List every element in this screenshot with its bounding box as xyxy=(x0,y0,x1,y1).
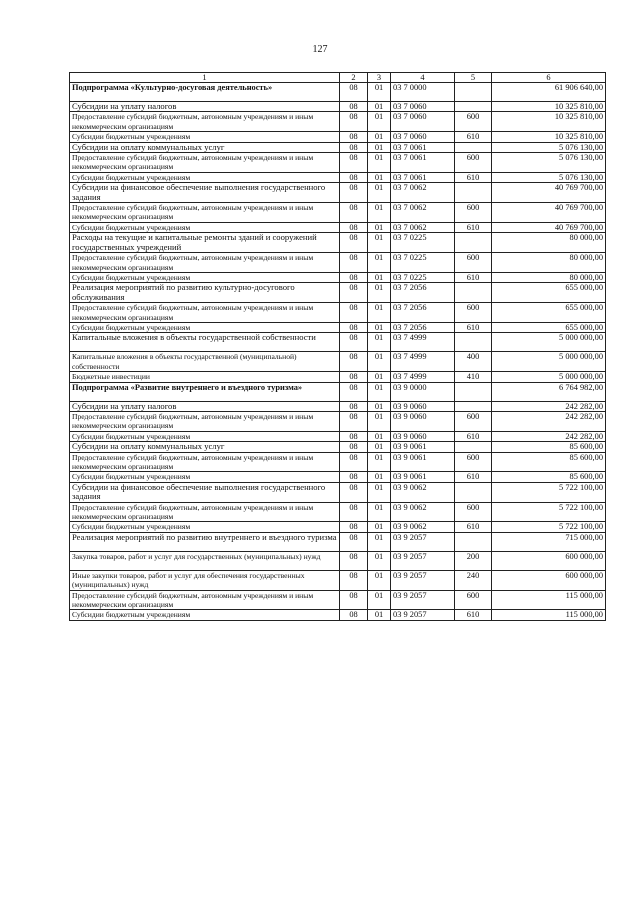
row-amount-cell: 85 600,00 xyxy=(492,442,606,452)
row-name-cell: Реализация мероприятий по развитию внутреннего и въездного туризма xyxy=(70,532,340,551)
row-subsection-cell: 01 xyxy=(368,532,391,551)
row-amount-cell: 242 282,00 xyxy=(492,401,606,411)
row-target-code-cell: 03 7 4999 xyxy=(391,352,455,372)
row-target-code-cell: 03 9 0062 xyxy=(391,522,455,532)
header-col-3: 3 xyxy=(368,73,391,83)
row-name-cell: Капитальные вложения в объекты государственной (муниципальной) собственности xyxy=(70,352,340,372)
row-target-code-cell: 03 7 0060 xyxy=(391,102,455,112)
row-amount-cell: 5 000 000,00 xyxy=(492,333,606,352)
row-section-cell: 08 xyxy=(340,411,368,431)
row-expense-type-cell: 600 xyxy=(455,153,492,173)
row-target-code-cell: 03 7 0061 xyxy=(391,153,455,173)
row-section-cell: 08 xyxy=(340,570,368,590)
row-expense-type-cell xyxy=(455,382,492,401)
table-row xyxy=(70,590,606,610)
row-amount-cell: 115 000,00 xyxy=(492,590,606,610)
row-name-cell: Предоставление субсидий бюджетным, автономным учреждениям и иным некоммерческим организациям xyxy=(70,502,340,522)
row-name-cell: Субсидии на оплату коммунальных услуг xyxy=(70,442,340,452)
row-name-cell: Предоставление субсидий бюджетным, автономным учреждениям и иным некоммерческим организациям xyxy=(70,590,340,610)
row-expense-type-cell xyxy=(455,482,492,502)
row-name-cell: Субсидии бюджетным учреждениям xyxy=(70,610,340,620)
row-target-code-cell: 03 7 2056 xyxy=(391,322,455,332)
row-expense-type-cell: 600 xyxy=(455,112,492,132)
row-section-cell: 08 xyxy=(340,532,368,551)
row-target-code-cell: 03 9 2057 xyxy=(391,590,455,610)
row-section-cell: 08 xyxy=(340,431,368,441)
row-subsection-cell: 01 xyxy=(368,452,391,472)
row-section-cell: 08 xyxy=(340,333,368,352)
row-subsection-cell: 01 xyxy=(368,183,391,203)
row-expense-type-cell xyxy=(455,183,492,203)
row-section-cell: 08 xyxy=(340,132,368,142)
row-amount-cell: 10 325 810,00 xyxy=(492,102,606,112)
table-row xyxy=(70,482,606,502)
row-amount-cell: 655 000,00 xyxy=(492,322,606,332)
row-section-cell: 08 xyxy=(340,172,368,182)
row-section-cell: 08 xyxy=(340,522,368,532)
row-target-code-cell: 03 7 0225 xyxy=(391,233,455,253)
row-subsection-cell: 01 xyxy=(368,551,391,570)
row-name-cell: Подпрограмма «Развитие внутреннего и въездного туризма» xyxy=(70,382,340,401)
table-row xyxy=(70,472,606,482)
row-subsection-cell: 01 xyxy=(368,372,391,382)
row-target-code-cell: 03 9 0060 xyxy=(391,431,455,441)
row-expense-type-cell: 610 xyxy=(455,132,492,142)
row-expense-type-cell xyxy=(455,401,492,411)
row-expense-type-cell xyxy=(455,442,492,452)
row-subsection-cell: 01 xyxy=(368,522,391,532)
row-name-cell: Субсидии бюджетным учреждениям xyxy=(70,272,340,282)
row-expense-type-cell xyxy=(455,142,492,152)
budget-table xyxy=(69,72,606,621)
row-amount-cell: 5 722 100,00 xyxy=(492,482,606,502)
row-expense-type-cell: 400 xyxy=(455,352,492,372)
row-subsection-cell: 01 xyxy=(368,172,391,182)
table-row xyxy=(70,203,606,223)
row-subsection-cell: 01 xyxy=(368,610,391,620)
row-expense-type-cell: 610 xyxy=(455,172,492,182)
table-row xyxy=(70,382,606,401)
row-name-cell: Предоставление субсидий бюджетным, автономным учреждениям и иным некоммерческим организациям xyxy=(70,112,340,132)
row-subsection-cell: 01 xyxy=(368,442,391,452)
row-section-cell: 08 xyxy=(340,442,368,452)
row-name-cell: Подпрограмма «Культурно-досуговая деятельность» xyxy=(70,83,340,102)
table-row xyxy=(70,352,606,372)
row-subsection-cell: 01 xyxy=(368,322,391,332)
table-row xyxy=(70,411,606,431)
row-section-cell: 08 xyxy=(340,472,368,482)
row-name-cell: Предоставление субсидий бюджетным, автономным учреждениям и иным некоммерческим организациям xyxy=(70,203,340,223)
row-subsection-cell: 01 xyxy=(368,352,391,372)
row-name-cell: Субсидии бюджетным учреждениям xyxy=(70,322,340,332)
row-name-cell: Расходы на текущие и капитальные ремонты зданий и сооружений государственных учреждений xyxy=(70,233,340,253)
row-section-cell: 08 xyxy=(340,253,368,273)
table-row xyxy=(70,153,606,173)
row-expense-type-cell xyxy=(455,283,492,303)
row-section-cell: 08 xyxy=(340,502,368,522)
row-target-code-cell: 03 7 0225 xyxy=(391,253,455,273)
row-section-cell: 08 xyxy=(340,372,368,382)
row-amount-cell: 5 722 100,00 xyxy=(492,502,606,522)
row-name-cell: Субсидии бюджетным учреждениям xyxy=(70,222,340,232)
row-target-code-cell: 03 9 2057 xyxy=(391,532,455,551)
row-name-cell: Субсидии бюджетным учреждениям xyxy=(70,132,340,142)
row-expense-type-cell: 240 xyxy=(455,570,492,590)
table-row xyxy=(70,551,606,570)
row-section-cell: 08 xyxy=(340,272,368,282)
row-amount-cell: 5 076 130,00 xyxy=(492,153,606,173)
row-amount-cell: 10 325 810,00 xyxy=(492,112,606,132)
row-subsection-cell: 01 xyxy=(368,333,391,352)
row-expense-type-cell xyxy=(455,532,492,551)
row-name-cell: Субсидии бюджетным учреждениям xyxy=(70,431,340,441)
row-subsection-cell: 01 xyxy=(368,570,391,590)
row-section-cell: 08 xyxy=(340,233,368,253)
row-name-cell: Субсидии на финансовое обеспечение выполнения государственного задания xyxy=(70,482,340,502)
header-col-6: 6 xyxy=(492,73,606,83)
row-name-cell: Субсидии бюджетным учреждениям xyxy=(70,522,340,532)
row-amount-cell: 115 000,00 xyxy=(492,610,606,620)
table-row xyxy=(70,253,606,273)
row-expense-type-cell: 600 xyxy=(455,303,492,323)
table-row xyxy=(70,333,606,352)
row-name-cell: Предоставление субсидий бюджетным, автономным учреждениям и иным некоммерческим организациям xyxy=(70,452,340,472)
row-amount-cell: 61 906 640,00 xyxy=(492,83,606,102)
row-expense-type-cell xyxy=(455,233,492,253)
row-section-cell: 08 xyxy=(340,590,368,610)
row-target-code-cell: 03 7 0061 xyxy=(391,172,455,182)
row-section-cell: 08 xyxy=(340,551,368,570)
row-target-code-cell: 03 9 2057 xyxy=(391,570,455,590)
header-col-4: 4 xyxy=(391,73,455,83)
row-amount-cell: 40 769 700,00 xyxy=(492,222,606,232)
row-amount-cell: 715 000,00 xyxy=(492,532,606,551)
row-target-code-cell: 03 7 0061 xyxy=(391,142,455,152)
table-row xyxy=(70,283,606,303)
row-expense-type-cell: 600 xyxy=(455,502,492,522)
table-row xyxy=(70,183,606,203)
table-row xyxy=(70,522,606,532)
table-row xyxy=(70,142,606,152)
row-name-cell: Предоставление субсидий бюджетным, автономным учреждениям и иным некоммерческим организациям xyxy=(70,411,340,431)
row-target-code-cell: 03 7 4999 xyxy=(391,372,455,382)
row-target-code-cell: 03 9 0062 xyxy=(391,502,455,522)
table-row xyxy=(70,502,606,522)
row-amount-cell: 10 325 810,00 xyxy=(492,132,606,142)
row-section-cell: 08 xyxy=(340,610,368,620)
row-section-cell: 08 xyxy=(340,382,368,401)
row-expense-type-cell: 600 xyxy=(455,411,492,431)
row-subsection-cell: 01 xyxy=(368,102,391,112)
row-target-code-cell: 03 9 0060 xyxy=(391,411,455,431)
row-section-cell: 08 xyxy=(340,303,368,323)
table-row xyxy=(70,570,606,590)
row-target-code-cell: 03 7 2056 xyxy=(391,303,455,323)
row-expense-type-cell: 610 xyxy=(455,610,492,620)
row-amount-cell: 85 600,00 xyxy=(492,452,606,472)
row-subsection-cell: 01 xyxy=(368,303,391,323)
row-section-cell: 08 xyxy=(340,482,368,502)
row-name-cell: Субсидии бюджетным учреждениям xyxy=(70,472,340,482)
row-amount-cell: 5 722 100,00 xyxy=(492,522,606,532)
row-expense-type-cell: 610 xyxy=(455,431,492,441)
row-subsection-cell: 01 xyxy=(368,382,391,401)
table-row xyxy=(70,401,606,411)
row-amount-cell: 242 282,00 xyxy=(492,431,606,441)
header-col-5: 5 xyxy=(455,73,492,83)
row-section-cell: 08 xyxy=(340,112,368,132)
row-subsection-cell: 01 xyxy=(368,153,391,173)
table-row xyxy=(70,132,606,142)
row-amount-cell: 5 076 130,00 xyxy=(492,172,606,182)
row-expense-type-cell: 410 xyxy=(455,372,492,382)
row-amount-cell: 655 000,00 xyxy=(492,303,606,323)
row-name-cell: Субсидии на уплату налогов xyxy=(70,102,340,112)
table-row xyxy=(70,532,606,551)
row-subsection-cell: 01 xyxy=(368,272,391,282)
row-section-cell: 08 xyxy=(340,401,368,411)
row-name-cell: Субсидии на оплату коммунальных услуг xyxy=(70,142,340,152)
row-target-code-cell: 03 9 0061 xyxy=(391,442,455,452)
table-body xyxy=(70,83,606,621)
row-expense-type-cell: 610 xyxy=(455,222,492,232)
row-amount-cell: 600 000,00 xyxy=(492,570,606,590)
row-section-cell: 08 xyxy=(340,203,368,223)
row-expense-type-cell: 200 xyxy=(455,551,492,570)
row-target-code-cell: 03 7 0060 xyxy=(391,112,455,132)
row-subsection-cell: 01 xyxy=(368,142,391,152)
row-amount-cell: 5 000 000,00 xyxy=(492,352,606,372)
row-expense-type-cell: 600 xyxy=(455,253,492,273)
row-amount-cell: 5 000 000,00 xyxy=(492,372,606,382)
table-row xyxy=(70,272,606,282)
row-subsection-cell: 01 xyxy=(368,253,391,273)
row-expense-type-cell: 610 xyxy=(455,522,492,532)
row-target-code-cell: 03 9 0061 xyxy=(391,472,455,482)
row-amount-cell: 85 600,00 xyxy=(492,472,606,482)
table-row xyxy=(70,102,606,112)
row-name-cell: Капитальные вложения в объекты государственной собственности xyxy=(70,333,340,352)
table-header xyxy=(70,73,606,83)
row-subsection-cell: 01 xyxy=(368,203,391,223)
row-section-cell: 08 xyxy=(340,153,368,173)
table-row xyxy=(70,303,606,323)
table-row xyxy=(70,452,606,472)
row-target-code-cell: 03 7 0225 xyxy=(391,272,455,282)
row-name-cell: Субсидии на финансовое обеспечение выполнения государственного задания xyxy=(70,183,340,203)
row-subsection-cell: 01 xyxy=(368,401,391,411)
row-name-cell: Иные закупки товаров, работ и услуг для обеспечения государственных (муниципальных) нужд xyxy=(70,570,340,590)
row-name-cell: Предоставление субсидий бюджетным, автономным учреждениям и иным некоммерческим организациям xyxy=(70,253,340,273)
row-expense-type-cell: 600 xyxy=(455,452,492,472)
row-section-cell: 08 xyxy=(340,322,368,332)
row-expense-type-cell: 600 xyxy=(455,590,492,610)
row-subsection-cell: 01 xyxy=(368,502,391,522)
row-subsection-cell: 01 xyxy=(368,590,391,610)
row-target-code-cell: 03 7 4999 xyxy=(391,333,455,352)
row-target-code-cell: 03 7 2056 xyxy=(391,283,455,303)
row-expense-type-cell xyxy=(455,333,492,352)
table-row xyxy=(70,233,606,253)
table-row xyxy=(70,431,606,441)
row-name-cell: Бюджетные инвестиции xyxy=(70,372,340,382)
row-expense-type-cell xyxy=(455,102,492,112)
row-section-cell: 08 xyxy=(340,142,368,152)
row-name-cell: Реализация мероприятий по развитию культурно-досугового обслуживания xyxy=(70,283,340,303)
row-expense-type-cell: 610 xyxy=(455,272,492,282)
row-section-cell: 08 xyxy=(340,352,368,372)
row-section-cell: 08 xyxy=(340,83,368,102)
header-col-2: 2 xyxy=(340,73,368,83)
row-amount-cell: 40 769 700,00 xyxy=(492,183,606,203)
row-expense-type-cell: 610 xyxy=(455,322,492,332)
row-section-cell: 08 xyxy=(340,452,368,472)
row-expense-type-cell: 610 xyxy=(455,472,492,482)
row-target-code-cell: 03 9 0062 xyxy=(391,482,455,502)
row-amount-cell: 6 764 982,00 xyxy=(492,382,606,401)
row-amount-cell: 242 282,00 xyxy=(492,411,606,431)
row-subsection-cell: 01 xyxy=(368,482,391,502)
row-amount-cell: 80 000,00 xyxy=(492,233,606,253)
table-row xyxy=(70,442,606,452)
row-subsection-cell: 01 xyxy=(368,222,391,232)
row-amount-cell: 600 000,00 xyxy=(492,551,606,570)
row-target-code-cell: 03 9 0000 xyxy=(391,382,455,401)
row-expense-type-cell xyxy=(455,83,492,102)
header-col-1: 1 xyxy=(70,73,340,83)
row-subsection-cell: 01 xyxy=(368,132,391,142)
page-number: 127 xyxy=(312,44,328,55)
row-target-code-cell: 03 9 2057 xyxy=(391,551,455,570)
row-section-cell: 08 xyxy=(340,283,368,303)
row-target-code-cell: 03 7 0062 xyxy=(391,203,455,223)
row-target-code-cell: 03 7 0000 xyxy=(391,83,455,102)
row-expense-type-cell: 600 xyxy=(455,203,492,223)
row-name-cell: Субсидии на уплату налогов xyxy=(70,401,340,411)
row-name-cell: Закупка товаров, работ и услуг для государственных (муниципальных) нужд xyxy=(70,551,340,570)
row-subsection-cell: 01 xyxy=(368,283,391,303)
row-subsection-cell: 01 xyxy=(368,472,391,482)
table-row xyxy=(70,222,606,232)
row-target-code-cell: 03 9 0061 xyxy=(391,452,455,472)
row-target-code-cell: 03 7 0062 xyxy=(391,222,455,232)
row-amount-cell: 5 076 130,00 xyxy=(492,142,606,152)
row-subsection-cell: 01 xyxy=(368,83,391,102)
table-row xyxy=(70,372,606,382)
row-subsection-cell: 01 xyxy=(368,233,391,253)
row-target-code-cell: 03 9 2057 xyxy=(391,610,455,620)
row-amount-cell: 655 000,00 xyxy=(492,283,606,303)
table-row xyxy=(70,322,606,332)
row-subsection-cell: 01 xyxy=(368,112,391,132)
row-name-cell: Предоставление субсидий бюджетным, автономным учреждениям и иным некоммерческим организациям xyxy=(70,153,340,173)
table-row xyxy=(70,112,606,132)
row-section-cell: 08 xyxy=(340,183,368,203)
row-target-code-cell: 03 7 0060 xyxy=(391,132,455,142)
row-target-code-cell: 03 7 0062 xyxy=(391,183,455,203)
row-subsection-cell: 01 xyxy=(368,431,391,441)
row-target-code-cell: 03 9 0060 xyxy=(391,401,455,411)
row-section-cell: 08 xyxy=(340,102,368,112)
row-amount-cell: 80 000,00 xyxy=(492,272,606,282)
table-row xyxy=(70,83,606,102)
row-name-cell: Предоставление субсидий бюджетным, автономным учреждениям и иным некоммерческим организациям xyxy=(70,303,340,323)
row-amount-cell: 80 000,00 xyxy=(492,253,606,273)
row-subsection-cell: 01 xyxy=(368,411,391,431)
row-amount-cell: 40 769 700,00 xyxy=(492,203,606,223)
row-section-cell: 08 xyxy=(340,222,368,232)
table-row xyxy=(70,172,606,182)
row-name-cell: Субсидии бюджетным учреждениям xyxy=(70,172,340,182)
table-row xyxy=(70,610,606,620)
